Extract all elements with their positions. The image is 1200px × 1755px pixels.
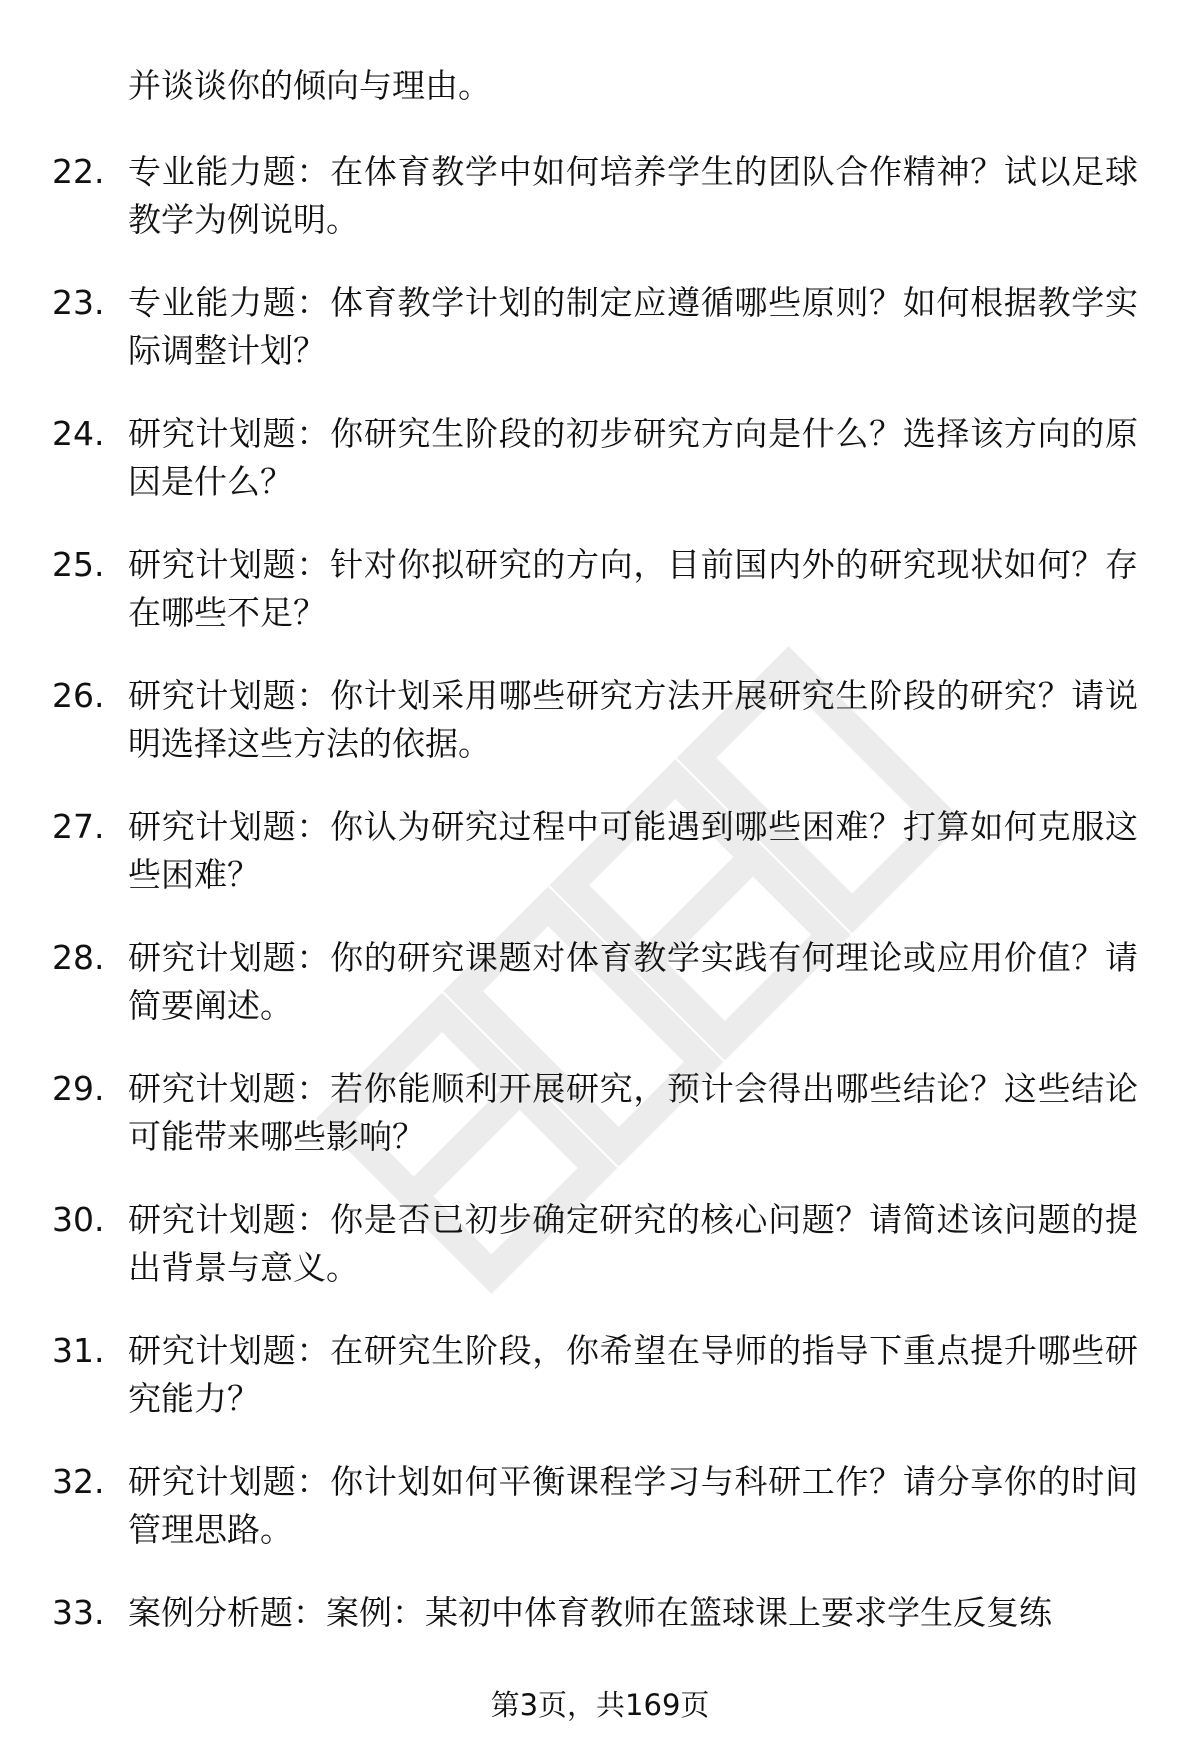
question-number: 30. <box>52 1200 105 1239</box>
question-text: 研究计划题：你是否已初步确定研究的核心问题？请简述该问题的提出背景与意义。 <box>128 1200 1138 1287</box>
question-number: 31. <box>52 1331 105 1370</box>
question-number: 29. <box>52 1069 105 1108</box>
question-text: 研究计划题：你计划如何平衡课程学习与科研工作？请分享你的时间管理思路。 <box>128 1462 1138 1549</box>
question-text: 专业能力题：体育教学计划的制定应遵循哪些原则？如何根据教学实际调整计划？ <box>128 283 1138 370</box>
question-number: 28. <box>52 938 105 977</box>
question-item <box>0 1065 1200 1196</box>
question-number: 26. <box>52 676 105 715</box>
question-text: 研究计划题：你计划采用哪些研究方法开展研究生阶段的研究？请说明选择这些方法的依据。 <box>128 676 1138 763</box>
page-number-footer: 第3页，共169页 <box>490 1688 710 1722</box>
question-text: 研究计划题：在研究生阶段，你希望在导师的指导下重点提升哪些研究能力？ <box>128 1331 1138 1418</box>
question-item <box>0 672 1200 803</box>
question-text: 研究计划题：你研究生阶段的初步研究方向是什么？选择该方向的原因是什么？ <box>128 414 1138 501</box>
question-number: 25. <box>52 545 105 584</box>
question-list <box>0 148 1200 1720</box>
question-item <box>0 148 1200 279</box>
question-text: 研究计划题：你的研究课题对体育教学实践有何理论或应用价值？请简要阐述。 <box>128 938 1138 1025</box>
question-text: 研究计划题：针对你拟研究的方向，目前国内外的研究现状如何？存在哪些不足？ <box>128 545 1138 632</box>
continuation-text: 并谈谈你的倾向与理由。 <box>128 66 491 105</box>
question-text: 研究计划题：若你能顺利开展研究，预计会得出哪些结论？这些结论可能带来哪些影响？ <box>128 1069 1138 1156</box>
question-item <box>0 541 1200 672</box>
question-number: 22. <box>52 152 105 191</box>
question-text: 案例分析题：案例：某初中体育教师在篮球课上要求学生反复练 <box>128 1593 1052 1632</box>
question-number: 27. <box>52 807 105 846</box>
question-item <box>0 279 1200 410</box>
question-item <box>0 803 1200 934</box>
question-item <box>0 1458 1200 1589</box>
question-number: 23. <box>52 283 105 322</box>
question-item <box>0 1196 1200 1327</box>
question-text: 专业能力题：在体育教学中如何培养学生的团队合作精神？试以足球教学为例说明。 <box>128 152 1138 239</box>
question-item <box>0 934 1200 1065</box>
question-number: 32. <box>52 1462 105 1501</box>
question-number: 33. <box>52 1593 105 1632</box>
question-text: 研究计划题：你认为研究过程中可能遇到哪些困难？打算如何克服这些困难？ <box>128 807 1138 894</box>
question-item <box>0 1327 1200 1458</box>
question-number: 24. <box>52 414 105 453</box>
question-item <box>0 410 1200 541</box>
